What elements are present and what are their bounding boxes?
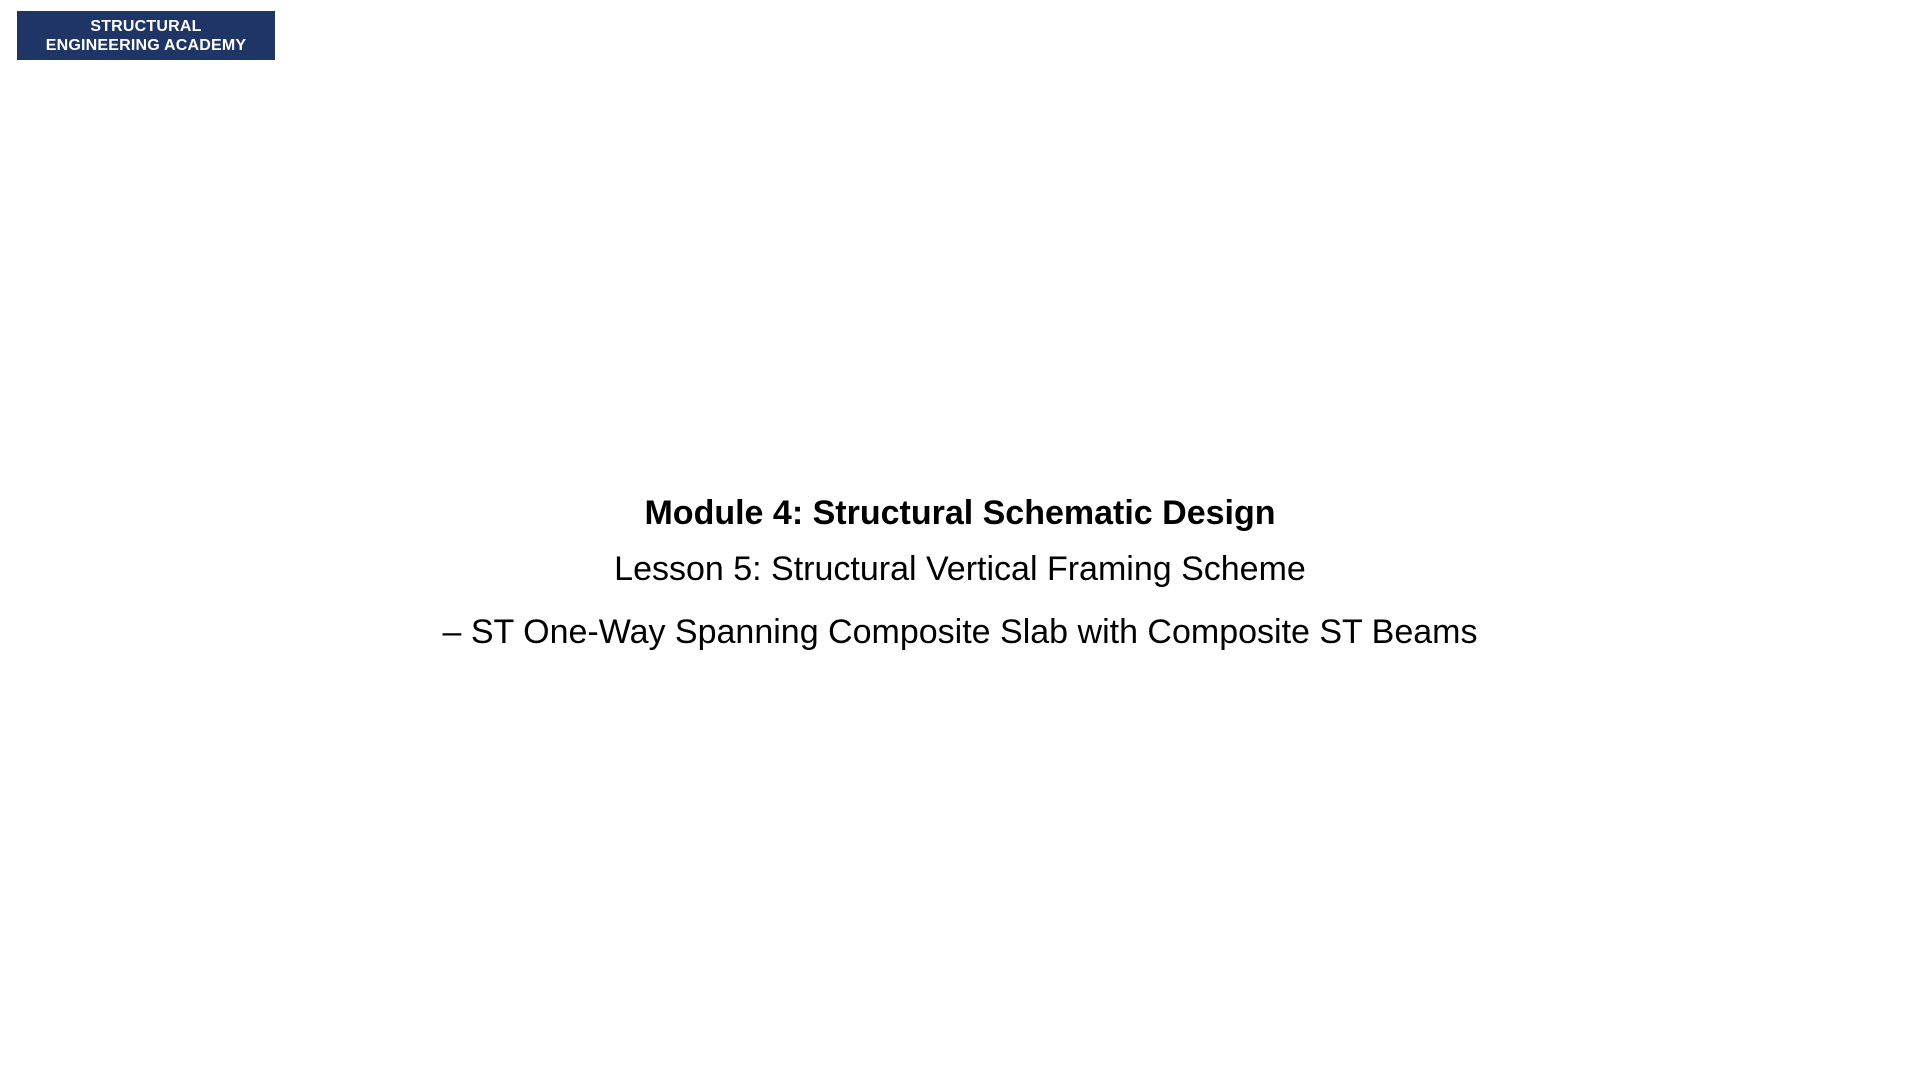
lesson-subtitle: – ST One-Way Spanning Composite Slab with Composite ST Beams	[442, 613, 1478, 651]
logo-line-2: ENGINEERING ACADEMY	[45, 36, 247, 54]
academy-logo	[17, 11, 275, 60]
title-block	[0, 488, 1920, 664]
module-title: Module 4: Structural Schematic Design	[644, 494, 1276, 532]
lesson-title: Lesson 5: Structural Vertical Framing Scheme	[614, 550, 1306, 588]
logo-line-1: STRUCTURAL	[90, 17, 202, 35]
